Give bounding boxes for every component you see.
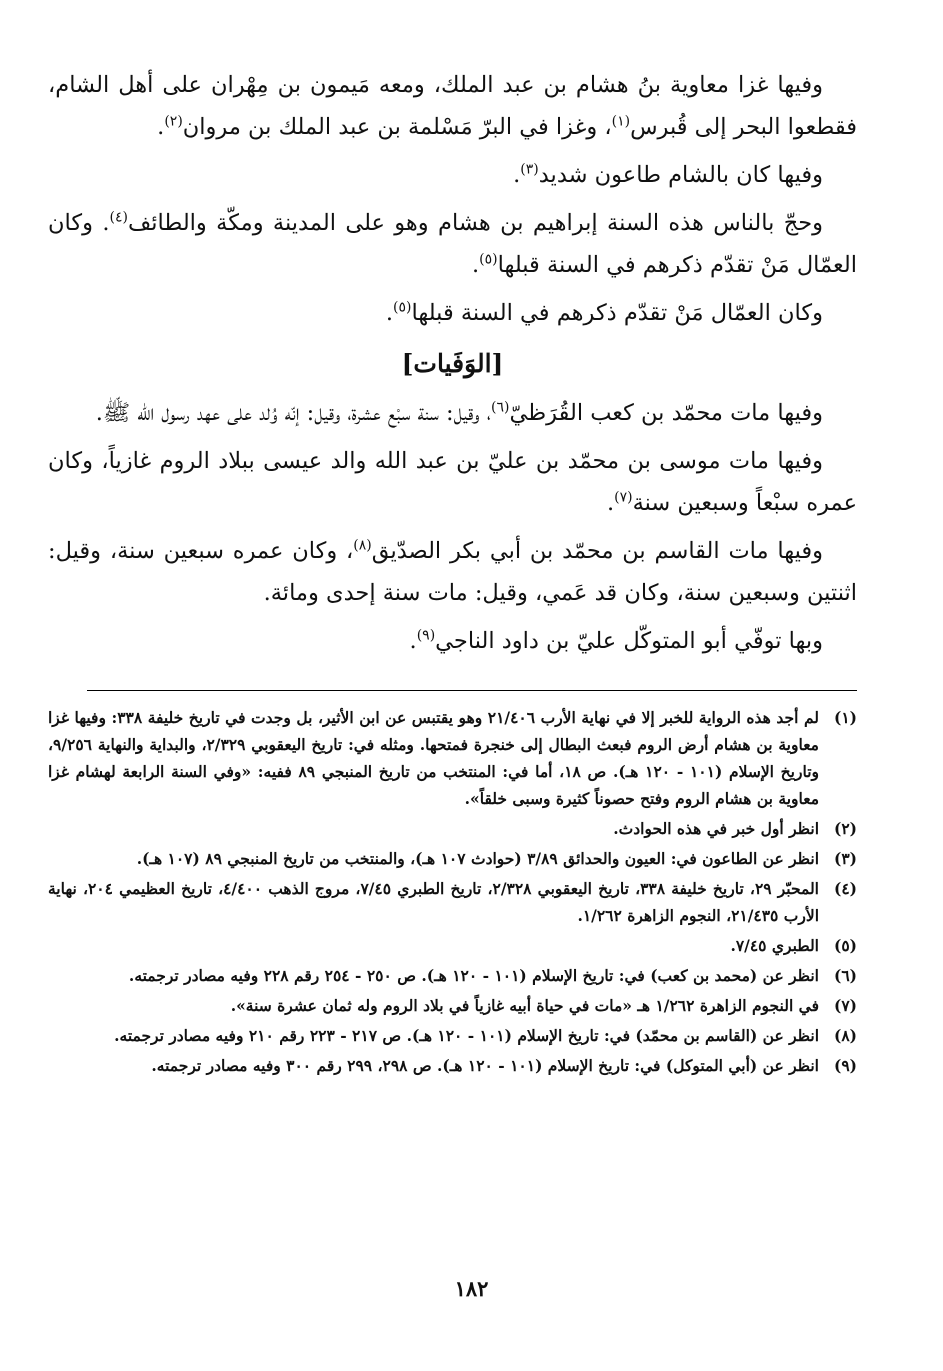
footnote [48, 1022, 857, 1049]
paragraph-2-text: وفيها كان بالشام طاعون شديد [538, 162, 823, 188]
footnote [48, 1052, 857, 1079]
footnote-ref-1[interactable]: (١) [611, 113, 631, 130]
paragraph-3-mid: . وكان العمّال مَنْ تقدّم ذكرهم في السنة قبلها [48, 210, 857, 278]
footnote [48, 962, 857, 989]
paragraph-1-mid: ، وغزا في البرّ مَسْلمة بن عبد الملك بن مروان [182, 114, 612, 140]
footnote-text: انظر عن (القاسم بن محمّد) في: تاريخ الإسلام (١٠١ - ١٢٠ هـ). ص ٢١٧ - ٢٢٣ رقم ٢١٠ وفيه مصادر ترجمته. [114, 1026, 819, 1045]
paragraph-7-text: وفيها مات القاسم بن محمّد بن أبي بكر الصدّيق [371, 538, 823, 564]
paragraph-8-text: وبها توفّي أبو المتوكّل عليّ بن داود الناجي [435, 628, 823, 654]
paragraph-1-text: وفيها غزا معاوية بنُ هشام بن عبد الملك، ومعه مَيمون بن مِهْران على أهل الشام، فقطعوا البحر إلى قُبرس [48, 72, 857, 140]
paragraph-3-text: وحجّ بالناس هذه السنة إبراهيم بن هشام وهو على المدينة ومكّة والطائف [127, 210, 823, 236]
footnote-number: (٧) [833, 996, 857, 1015]
paragraph-1 [48, 64, 857, 148]
main-text [48, 64, 857, 668]
footnote-ref-6[interactable]: (٦) [491, 399, 510, 416]
footnote-text: انظر أول خبر في هذه الحوادث. [613, 819, 819, 838]
footnote-ref-2[interactable]: (٢) [164, 113, 183, 130]
footnote-ref-8[interactable]: (٨) [353, 537, 372, 554]
footnote-text: انظر عن (أبي المتوكل) في: تاريخ الإسلام (١٠١ - ١٢٠ هـ). ص ٢٩٨، ٢٩٩ رقم ٣٠٠ وفيه مصادر ترجمته. [151, 1056, 819, 1075]
footnote-number: (٩) [833, 1056, 857, 1075]
footnotes [48, 704, 857, 1082]
footnote-text: انظر عن (محمد بن كعب) في: تاريخ الإسلام (١٠١ - ١٢٠ هـ). ص ٢٥٠ - ٢٥٤ رقم ٢٢٨ وفيه مصادر ترجمته. [128, 966, 819, 985]
footnote-number: (٥) [833, 936, 857, 955]
footnote-ref-5a[interactable]: (٥) [479, 251, 498, 268]
paragraph-7 [48, 530, 857, 614]
footnote-number: (٦) [833, 966, 857, 985]
paragraph-4-text: وكان العمّال مَنْ تقدّم ذكرهم في السنة قبلها [411, 300, 823, 326]
footnote-number: (٤) [833, 879, 857, 898]
footnote-text: انظر عن الطاعون في: العيون والحدائق ٣/٨٩ (حوادث ١٠٧ هـ)، والمنتخب من تاريخ المنبجي ٨٩ (١٠٧ هـ). [136, 849, 819, 868]
paragraph-8-end: . [409, 628, 417, 654]
footnote-ref-5b[interactable]: (٥) [393, 299, 412, 316]
paragraph-6-end: . [606, 490, 615, 516]
footnote-text: لم أجد هذه الرواية للخبر إلا في نهاية الأرب ٢١/٤٠٦ وهو يقتبس عن ابن الأثير، بل وجدت في تاريخ خليفة ٣٣٨: وفيها غزا معاوية بن هشام أرض الروم فبعث البطال إلى خنجرة فمتحها. ومثله في: تاريخ اليعقوبي ٢/٣٢٩، والبداية والنهاية ٩/٢٥٦، وتاريخ الإسلام (١٠١ - ١٢٠ هـ). ص ١٨، أما في: المنتخب من تاريخ المنبجي ٨٩ ففيه: «وفي السنة الرابعة لهشام غزا معاوية بن هشام الروم وفتح حصوناً كثيرة وسبى خلقاً». [48, 708, 819, 808]
paragraph-5-end: ، وقيل: سنة سبْع عشرة، وقيل: إنّه وُلد على عهد رسول الله ﷺ. [95, 400, 492, 426]
paragraph-6 [48, 440, 857, 524]
paragraph-3-end: . [471, 252, 480, 278]
paragraph-3 [48, 202, 857, 286]
footnote-divider [87, 690, 857, 691]
paragraph-2 [48, 154, 857, 196]
footnote [48, 845, 857, 872]
footnote-number: (٨) [833, 1026, 857, 1045]
paragraph-4 [48, 292, 857, 334]
section-heading: [الوَفَيات] [401, 349, 504, 378]
footnote-text: الطبري ٧/٤٥. [730, 936, 819, 955]
footnote [48, 704, 857, 812]
paragraph-7-end: ، وكان عمره سبعين سنة، وقيل: اثنتين وسبعين سنة، وكان قد عَمي، وقيل: مات سنة إحدى ومائة. [48, 538, 857, 606]
footnote [48, 815, 857, 842]
paragraph-8 [48, 620, 857, 662]
paragraph-1-end: . [157, 114, 165, 140]
footnote-number: (٢) [833, 819, 857, 838]
paragraph-2-end: . [513, 162, 521, 188]
footnote-number: (٣) [833, 849, 857, 868]
footnote [48, 992, 857, 1019]
footnote-text: في النجوم الزاهرة ١/٢٦٢ هـ «مات في حياة أبيه غازياً في بلاد الروم وله ثمان عشرة سنة». [230, 996, 819, 1015]
footnote [48, 875, 857, 929]
footnote-ref-3[interactable]: (٣) [520, 161, 539, 178]
paragraph-5-text: وفيها مات محمّد بن كعب القُرَظيّ [509, 400, 823, 426]
footnote [48, 932, 857, 959]
footnote-text: المحبّر ٢٩، تاريخ خليفة ٣٣٨، تاريخ اليعقوبي ٢/٣٢٨، تاريخ الطبري ٧/٤٥، مروج الذهب ٤/٤٠٠، تاريخ العظيمي ٢٠٤، نهاية الأرب ٢١/٤٣٥، النجوم الزاهرة ١/٢٦٢. [48, 879, 819, 925]
page-number: ١٨٢ [454, 1276, 489, 1301]
footnote-ref-4[interactable]: (٤) [109, 209, 128, 226]
footnote-ref-7[interactable]: (٧) [614, 489, 633, 506]
footnote-ref-9[interactable]: (٩) [416, 627, 436, 644]
paragraph-6-text: وفيها مات موسى بن محمّد بن عليّ بن عبد الله والد عيسى ببلاد الروم غازياً، وكان عمره سبْعاً وسبعين سنة [48, 448, 857, 516]
paragraph-4-end: . [385, 300, 394, 326]
footnote-number: (١) [833, 708, 857, 727]
paragraph-5 [48, 392, 857, 434]
